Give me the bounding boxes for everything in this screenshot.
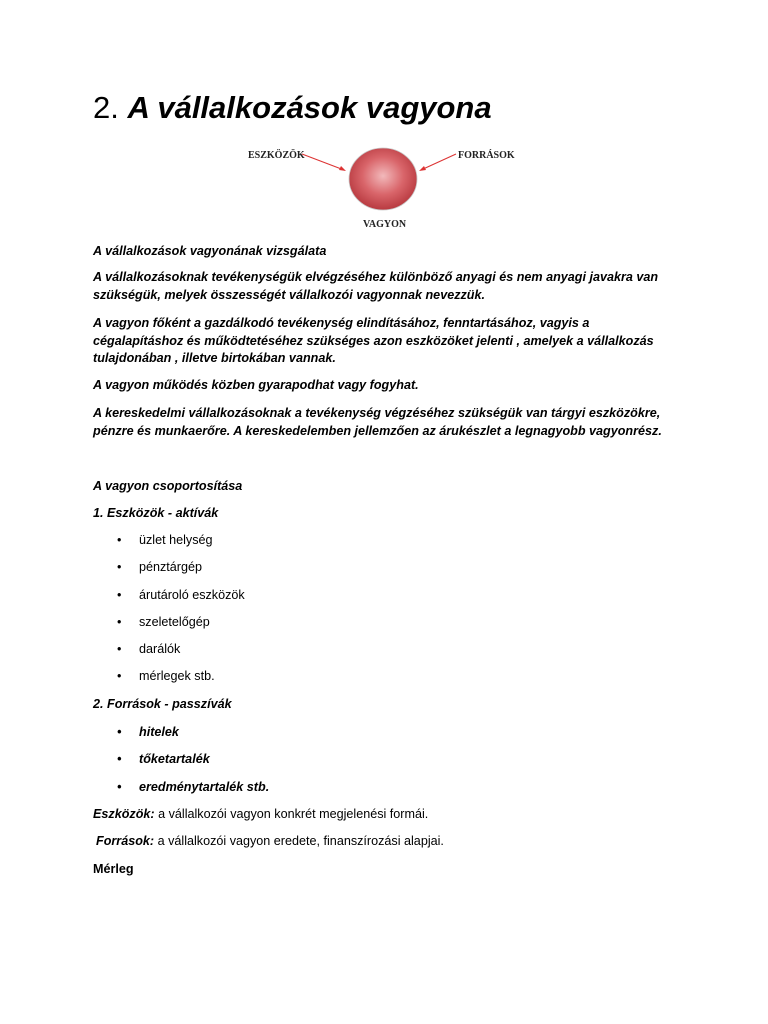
right-arrowhead: [419, 166, 426, 171]
sources-heading: 2. Források - passzívák: [93, 697, 232, 711]
vagyon-circle: [349, 148, 417, 210]
bullet-icon: •: [117, 614, 122, 629]
list-item: • szeletelőgép: [117, 614, 210, 629]
left-arrowhead: [339, 166, 346, 171]
paragraph-4: A vagyon működés közben gyarapodhat vagy fogyhat.: [93, 378, 419, 392]
bullet-icon: •: [117, 725, 122, 739]
bullet-icon: •: [117, 669, 122, 684]
assets-definition-text: a vállalkozói vagyon konkrét megjelenési formái.: [154, 807, 429, 821]
grouping-heading: A vagyon csoportosítása: [93, 479, 243, 493]
left-arrow: [302, 154, 344, 170]
diagram-label-forrasok: FORRÁSOK: [458, 150, 515, 161]
assets-list: [93, 532, 245, 696]
page-title: [93, 88, 492, 128]
assets-definition-label: Eszközök:: [93, 807, 155, 821]
list-item: • darálók: [117, 642, 181, 657]
list-item: • eredménytartalék stb.: [117, 779, 270, 794]
assets-sources-diagram: [240, 140, 530, 235]
sources-definition-label: Források:: [96, 834, 155, 848]
diagram-label-eszkozok: ESZKÖZÖK: [248, 150, 305, 161]
bullet-icon: •: [117, 560, 122, 575]
list-item: • hitelek: [117, 725, 179, 739]
paragraph-2: A vállalkozásoknak tevékenységük elvégzéséhez különböző anyagi és nem anyagi javakra van szükségük, melyek összességét vállalkozói vagyonnak nevezzük.: [93, 270, 659, 302]
bullet-icon: •: [117, 779, 122, 794]
list-item: • üzlet helység: [117, 533, 213, 547]
balance-sheet-heading: Mérleg: [93, 862, 134, 876]
list-item: • árutároló eszközök: [117, 587, 245, 602]
title-number: 2.: [93, 90, 119, 125]
paragraph-3: A vagyon főként a gazdálkodó tevékenység elindításához, fenntartásához, vagyis a cégalapításhoz és működtetéséhez szükséges azon eszközöket jelenti , amelyek a vállalkozás tulajdonában , illetve birtokában vannak.: [93, 316, 654, 365]
bullet-icon: •: [117, 642, 122, 657]
paragraph-1: A vállalkozások vagyonának vizsgálata: [93, 244, 327, 258]
paragraph-5: A kereskedelmi vállalkozásoknak a tevékenység végzéséhez szükségük van tárgyi eszközökre, pénzre és munkaerőre. A kereskedelemben jellemzően az árukészlet a legnagyobb vagyonrész.: [93, 406, 662, 438]
assets-definition: [93, 806, 428, 823]
bullet-icon: •: [117, 752, 122, 767]
bullet-icon: •: [117, 587, 122, 602]
sources-definition: [96, 833, 444, 850]
assets-heading: 1. Eszközök - aktívák: [93, 506, 219, 520]
bullet-icon: •: [117, 533, 122, 547]
title-text: A vállalkozások vagyona: [127, 90, 492, 125]
list-item: • mérlegek stb.: [117, 669, 215, 684]
diagram-label-vagyon: VAGYON: [363, 219, 407, 230]
list-item: • pénztárgép: [117, 560, 203, 575]
sources-list: [93, 724, 269, 806]
list-item: • tőketartalék: [117, 752, 210, 767]
sources-definition-text: a vállalkozói vagyon eredete, finanszírozási alapjai.: [154, 834, 444, 848]
right-arrow: [421, 154, 456, 170]
